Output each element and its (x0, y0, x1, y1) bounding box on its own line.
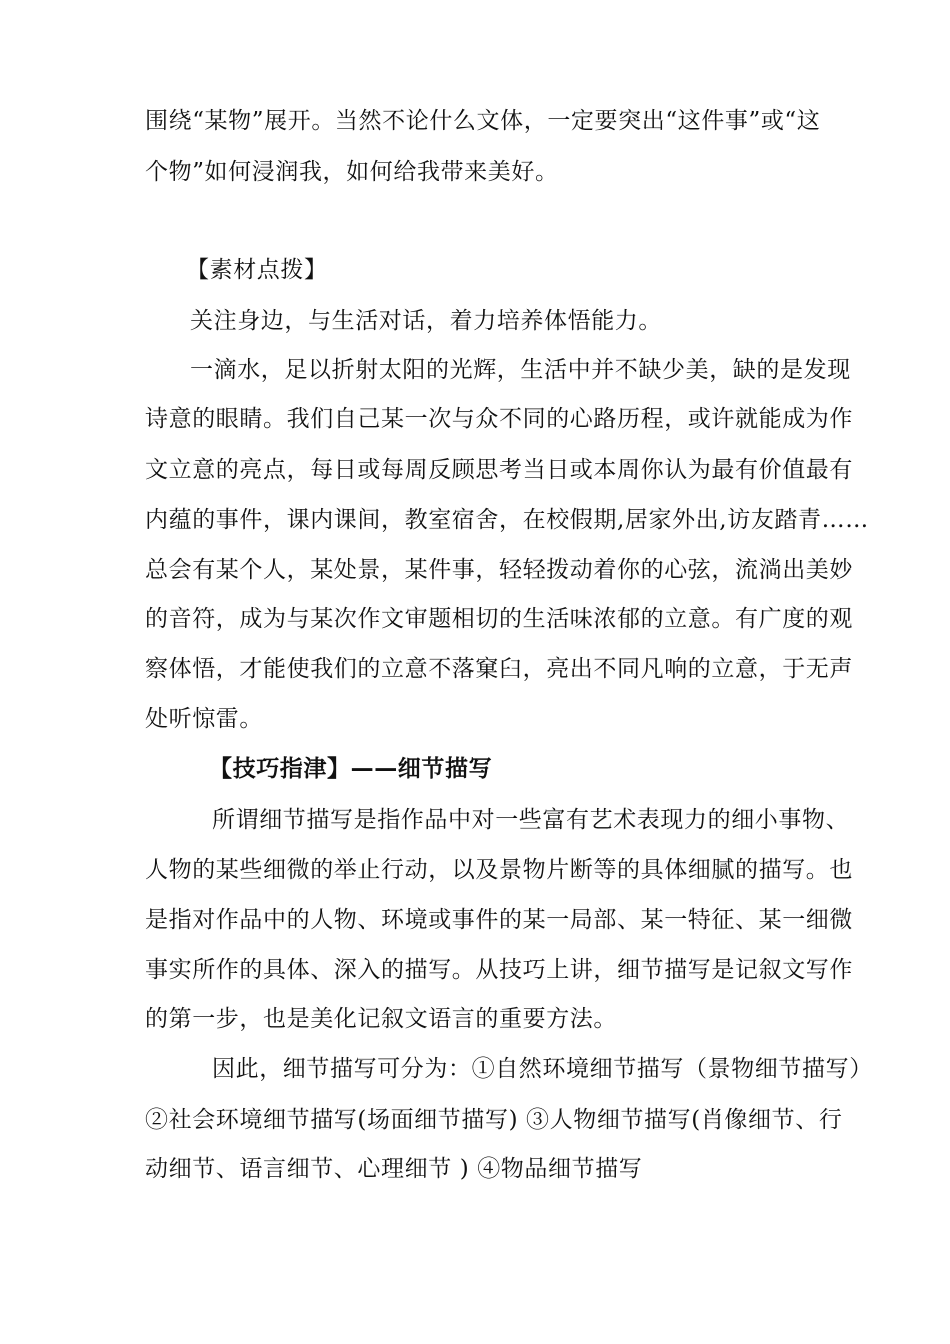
material-heading: 【素材点拨】 (186, 257, 328, 283)
technique-para2-line-1: 因此，细节描写可分为：①自然环境细节描写（景物细节描写） (212, 1056, 873, 1082)
material-subtitle: 关注身边，与生活对话，着力培养体悟能力。 (190, 308, 662, 334)
material-line-3: 文立意的亮点，每日或每周反顾思考当日或本周你认为最有价值最有 (145, 457, 853, 483)
technique-para1-line-5: 的第一步，也是美化记叙文语言的重要方法。 (145, 1006, 617, 1032)
material-line-2: 诗意的眼睛。我们自己某一次与众不同的心路历程，或许就能成为作 (145, 406, 853, 432)
material-line-7: 察体悟，才能使我们的立意不落窠臼，亮出不同凡响的立意，于无声 (145, 656, 853, 682)
technique-para1-line-2: 人物的某些细微的举止行动，以及景物片断等的具体细腻的描写。也 (145, 857, 853, 883)
intro-line-2: 个物”如何浸润我，如何给我带来美好。 (145, 159, 559, 185)
material-line-1: 一滴水，足以折射太阳的光辉，生活中并不缺少美，缺的是发现 (190, 357, 851, 383)
intro-line-1: 围绕“某物”展开。当然不论什么文体，一定要突出“这件事”或“这 (145, 108, 821, 134)
technique-para1-line-4: 事实所作的具体、深入的描写。从技巧上讲，细节描写是记叙文写作 (145, 957, 853, 983)
technique-para2-line-3: 动细节、语言细节、心理细节 ) ④物品细节描写 (145, 1156, 643, 1182)
material-line-6: 的音符，成为与某次作文审题相切的生活味浓郁的立意。有广度的观 (145, 606, 853, 632)
material-line-5: 总会有某个人，某处景，某件事，轻轻拨动着你的心弦，流淌出美妙 (145, 557, 853, 583)
technique-para1-line-1: 所谓细节描写是指作品中对一些富有艺术表现力的细小事物、 (212, 807, 850, 833)
material-line-8: 处听惊雷。 (145, 706, 263, 732)
technique-heading: 【技巧指津】——细节描写 (209, 756, 493, 782)
technique-para1-line-3: 是指对作品中的人物、环境或事件的某一局部、某一特征、某一细微 (145, 907, 853, 933)
technique-para2-line-2: ②社会环境细节描写(场面细节描写) ③人物细节描写(肖像细节、行 (145, 1107, 843, 1133)
material-line-4: 内蕴的事件，课内课间，教室宿舍，在校假期,居家外出,访友踏青…… (145, 507, 869, 533)
